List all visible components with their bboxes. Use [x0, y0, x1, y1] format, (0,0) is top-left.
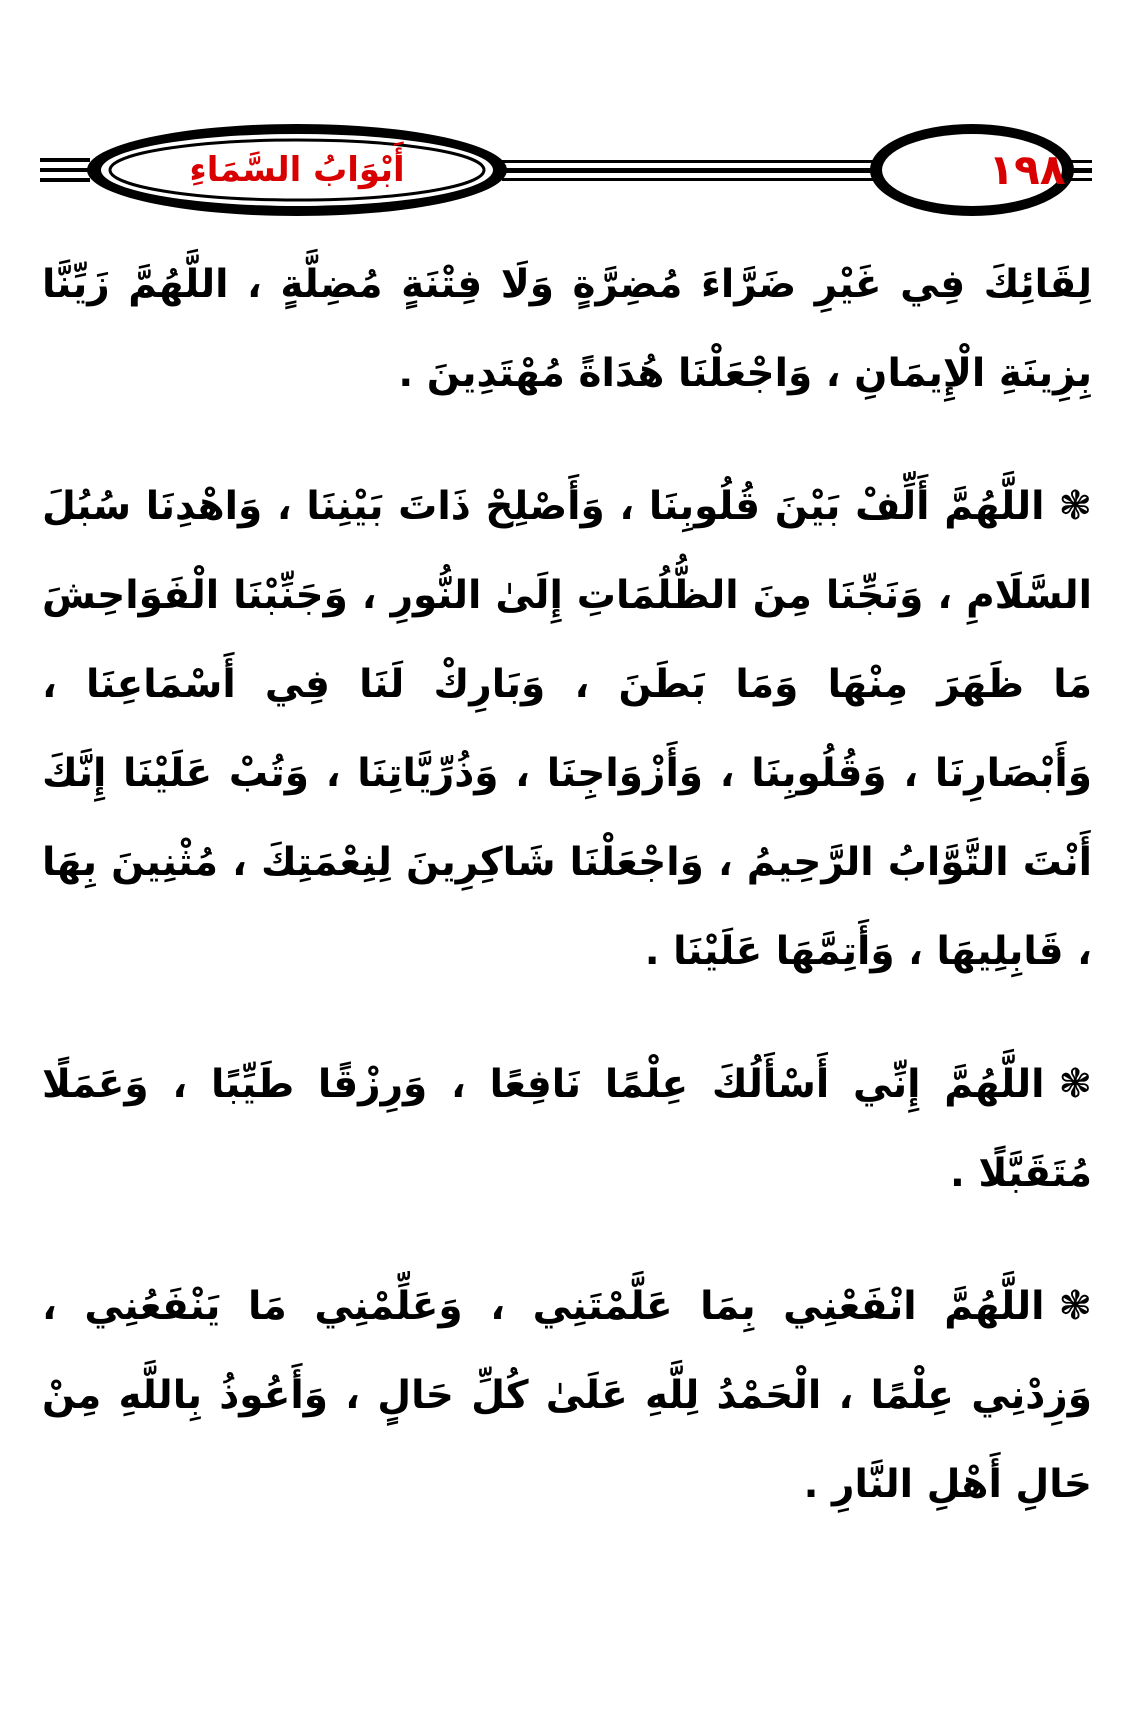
- page-number: ١٩٨: [988, 145, 1066, 194]
- paragraph-text: اللَّهُمَّ إِنِّي أَسْأَلُكَ عِلْمًا نَافِعًا ، وَرِزْقًا طَيِّبًا ، وَعَمَلًا مُتَقَبَّلًا .: [42, 1062, 1092, 1196]
- paragraph-text: اللَّهُمَّ انْفَعْنِي بِمَا عَلَّمْتَنِي ، وَعَلِّمْنِي مَا يَنْفَعُنِي ، وَزِدْنِي عِلْمًا ، الْحَمْدُ لِلَّهِ عَلَىٰ كُلِّ حَالٍ ، وَأَعُوذُ بِاللَّهِ مِنْ حَالِ أَهْلِ النَّارِ .: [42, 1284, 1092, 1507]
- paragraph-continuation: [42, 240, 1092, 418]
- page-header: [40, 120, 1092, 220]
- paragraph-text: لِقَائِكَ فِي غَيْرِ ضَرَّاءَ مُضِرَّةٍ وَلَا فِتْنَةٍ مُضِلَّةٍ ، اللَّهُمَّ زَيِّنَّا بِزِينَةِ الْإِيمَانِ ، وَاجْعَلْنَا هُدَاةً مُهْتَدِينَ .: [42, 262, 1092, 396]
- paragraph-supplication: [42, 1040, 1092, 1218]
- flower-star-icon: ❃: [1058, 483, 1092, 529]
- paragraph-supplication: [42, 1262, 1092, 1529]
- paragraph-text: اللَّهُمَّ أَلِّفْ بَيْنَ قُلُوبِنَا ، وَأَصْلِحْ ذَاتَ بَيْنِنَا ، وَاهْدِنَا سُبُلَ السَّلَامِ ، وَنَجِّنَا مِنَ الظُّلُمَاتِ إِلَىٰ النُّورِ ، وَجَنِّبْنَا الْفَوَاحِشَ مَا ظَهَرَ مِنْهَا وَمَا بَطَنَ ، وَبَارِكْ لَنَا فِي أَسْمَاعِنَا ، وَأَبْصَارِنَا ، وَقُلُوبِنَا ، وَأَزْوَاجِنَا ، وَذُرِّيَّاتِنَا ، وَتُبْ عَلَيْنَا إِنَّكَ أَنْتَ التَّوَّابُ الرَّحِيمُ ، وَاجْعَلْنَا شَاكِرِينَ لِنِعْمَتِكَ ، مُثْنِينَ بِهَا ، قَابِلِيهَا ، وَأَتِمَّهَا عَلَيْنَا .: [42, 484, 1092, 974]
- page-body: [42, 240, 1092, 1573]
- book-title: أَبْوَابُ السَّمَاءِ: [189, 150, 405, 190]
- paragraph-supplication: [42, 462, 1092, 996]
- flower-star-icon: ❃: [1058, 1283, 1092, 1329]
- flower-star-icon: ❃: [1058, 1061, 1092, 1107]
